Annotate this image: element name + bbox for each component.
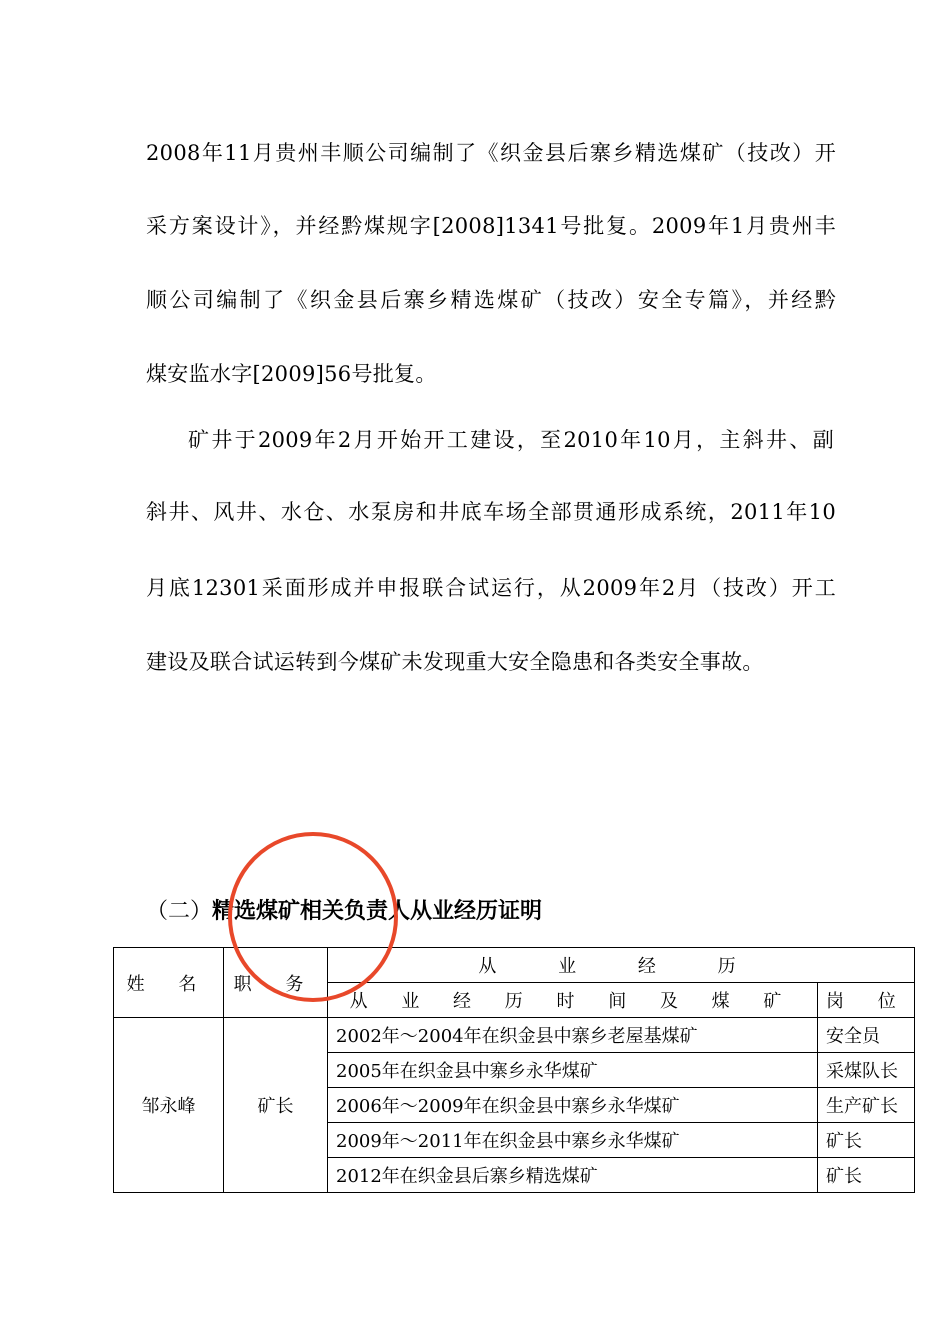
post-cell: 矿长 [818,1158,915,1193]
table-header-row [114,948,915,983]
header-post: 岗 位 [818,983,915,1018]
paragraph-line: 采方案设计》，并经黔煤规字[2008]1341号批复。2009年1月贵州丰 [146,214,836,238]
experience-cell: 2002年～2004年在织金县中寨乡老屋基煤矿 [328,1018,818,1053]
person-position: 矿长 [224,1018,328,1193]
paragraph-line: 煤安监水字[2009]56号批复。 [146,362,437,386]
post-cell: 采煤队长 [818,1053,915,1088]
person-name: 邹永峰 [114,1018,224,1193]
post-cell: 安全员 [818,1018,915,1053]
paragraph-line: 建设及联合试运转到今煤矿未发现重大安全隐患和各类安全事故。 [146,650,764,674]
paragraph-line: 顺公司编制了《织金县后寨乡精选煤矿（技改）安全专篇》，并经黔 [146,288,836,312]
post-cell: 生产矿长 [818,1088,915,1123]
header-experience-detail: 从 业 经 历 时 间 及 煤 矿 [328,983,818,1018]
paragraph-line: 2008年11月贵州丰顺公司编制了《织金县后寨乡精选煤矿（技改）开 [146,141,836,165]
paragraph-line: 矿井于2009年2月开始开工建设，至2010年10月，主斜井、副 [188,428,834,452]
paragraph-line: 月底12301采面形成并申报联合试运行，从2009年2月（技改）开工 [146,576,836,600]
header-experience: 从 业 经 历 [328,948,915,983]
header-position: 职 务 [224,948,328,1018]
work-experience-table [113,947,915,1193]
table-row [114,1018,915,1053]
section-number: （二） [146,899,213,924]
experience-cell: 2005年在织金县中寨乡永华煤矿 [328,1053,818,1088]
experience-cell: 2006年～2009年在织金县中寨乡永华煤矿 [328,1088,818,1123]
experience-cell: 2009年～2011年在织金县中寨乡永华煤矿 [328,1123,818,1158]
section-heading [146,898,542,926]
experience-cell: 2012年在织金县后寨乡精选煤矿 [328,1158,818,1193]
paragraph-line: 斜井、风井、水仓、水泵房和井底车场全部贯通形成系统，2011年10 [146,500,836,524]
header-name: 姓 名 [114,948,224,1018]
section-title-text: 精选煤矿相关负责人从业经历证明 [212,899,543,924]
post-cell: 矿长 [818,1123,915,1158]
